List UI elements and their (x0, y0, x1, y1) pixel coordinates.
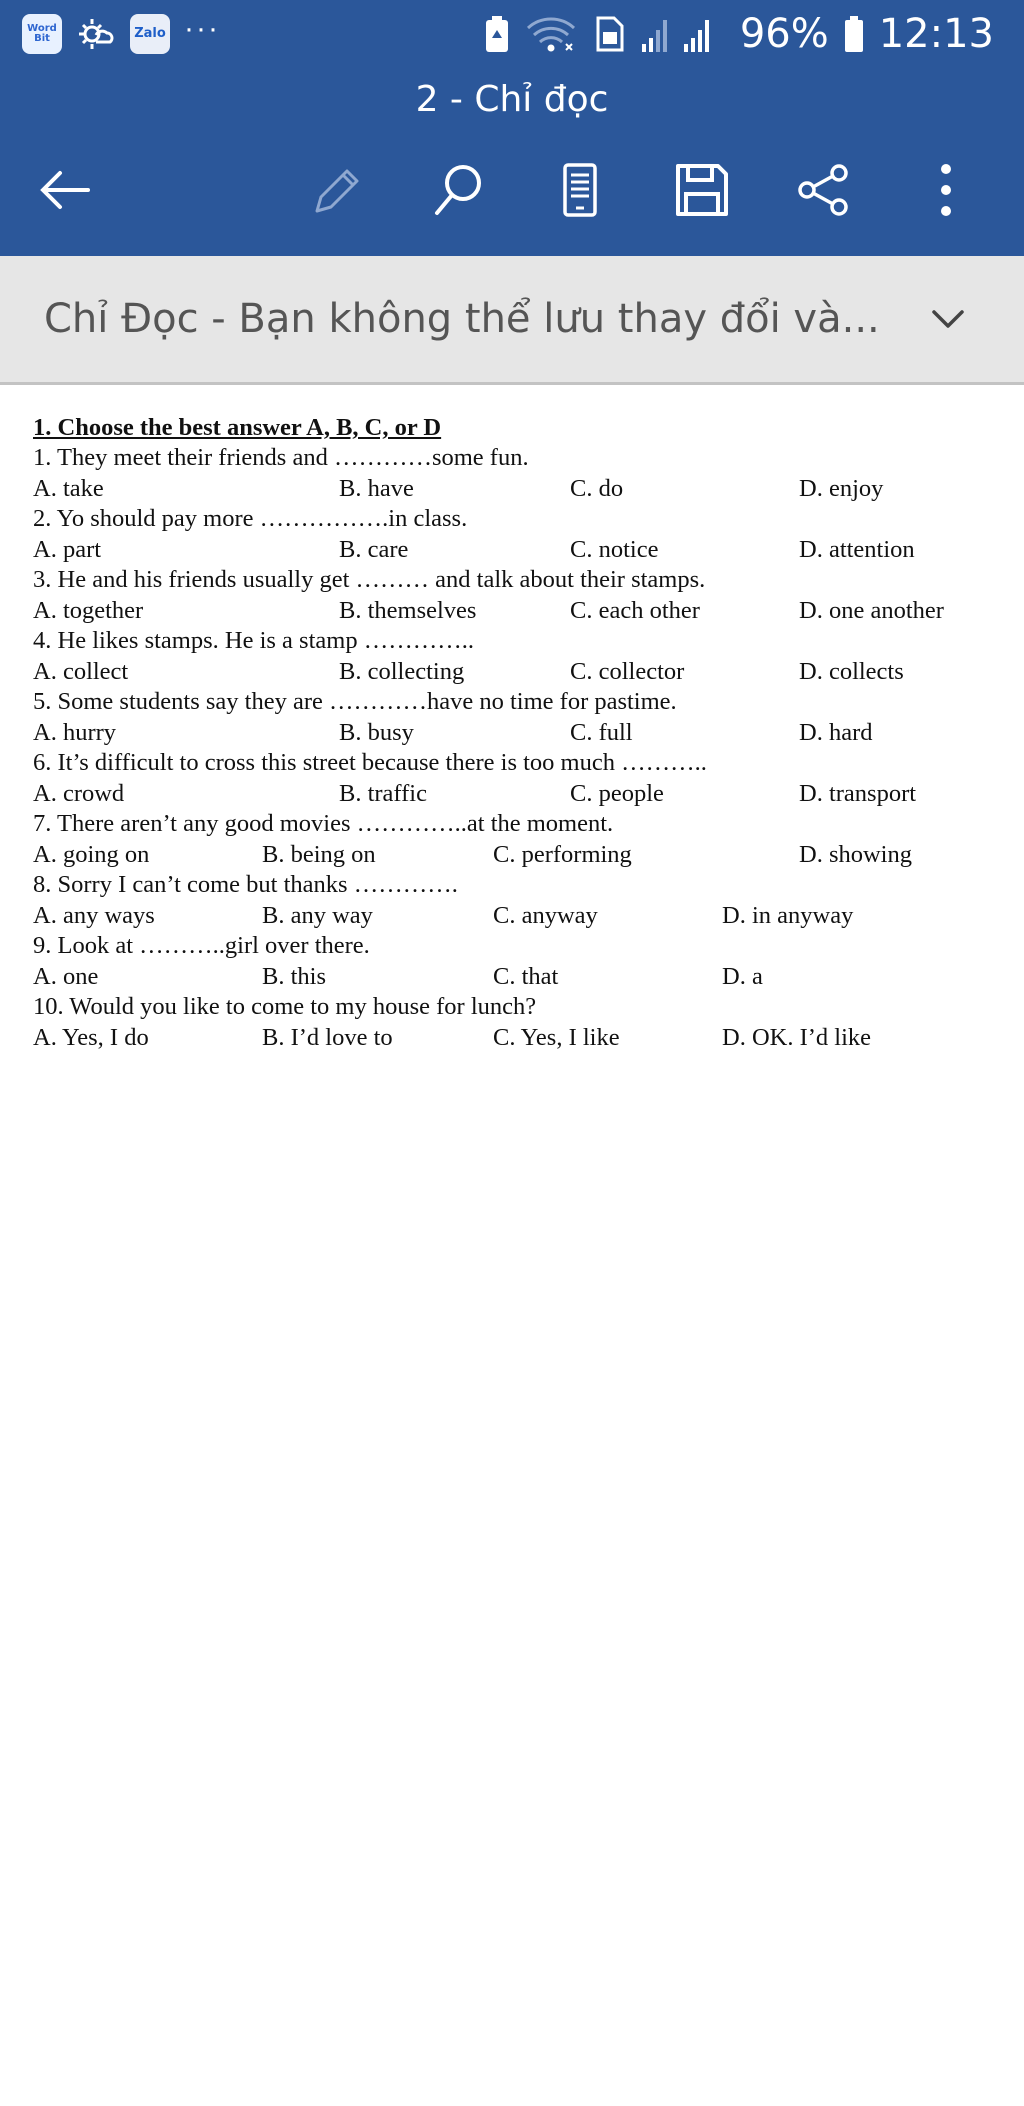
option-b: B. this (262, 962, 326, 990)
option-a: A. any ways (33, 901, 155, 929)
options-row (33, 596, 993, 627)
share-button[interactable] (784, 150, 864, 230)
mobile-view-icon (551, 161, 609, 219)
option-c: C. people (570, 779, 664, 807)
edit-button[interactable] (296, 150, 376, 230)
options-row (33, 962, 993, 993)
back-button[interactable] (25, 150, 105, 230)
question-text: 3. He and his friends usually get ……… and talk about their stamps. (33, 566, 706, 593)
sim-icon (592, 14, 626, 54)
options-row (33, 840, 993, 871)
wordbit-icon: Word Bit (22, 14, 62, 54)
battery-saver-icon (482, 14, 512, 54)
option-b: B. care (339, 535, 409, 563)
option-c: C. collector (570, 657, 685, 685)
back-arrow-icon (36, 161, 94, 219)
option-c: C. Yes, I like (493, 1023, 620, 1051)
options-row (33, 1023, 993, 1054)
document-title: 2 - Chỉ đọc (415, 79, 609, 120)
option-c: C. anyway (493, 901, 598, 929)
more-options-icon (917, 161, 975, 219)
question-text: 6. It’s difficult to cross this street because there is too much ……….. (33, 749, 707, 776)
question-text: 2. Yo should pay more …………….in class. (33, 505, 468, 532)
option-d: D. enjoy (799, 474, 884, 502)
option-d: D. hard (799, 718, 873, 746)
option-b: B. being on (262, 840, 376, 868)
option-b: B. any way (262, 901, 373, 929)
clock: 12:13 (878, 11, 994, 57)
option-a: A. together (33, 596, 144, 624)
options-row (33, 779, 993, 810)
chevron-down-icon[interactable] (928, 299, 968, 339)
edit-pencil-icon (307, 161, 365, 219)
option-d: D. in anyway (722, 901, 854, 929)
question-text: 9. Look at ………..girl over there. (33, 932, 370, 959)
read-only-banner[interactable] (0, 256, 1024, 385)
option-d: D. a (722, 962, 763, 990)
option-a: A. collect (33, 657, 129, 685)
toolbar (0, 150, 1024, 230)
option-b: B. themselves (339, 596, 477, 624)
search-icon (429, 161, 487, 219)
save-button[interactable] (662, 150, 742, 230)
question-text: 10. Would you like to come to my house for lunch? (33, 993, 537, 1020)
exercise-heading: 1. Choose the best answer A, B, C, or D (33, 414, 442, 441)
option-a: A. hurry (33, 718, 117, 746)
weather-icon (76, 14, 116, 54)
zalo-icon: Zalo (130, 14, 170, 54)
option-a: A. crowd (33, 779, 125, 807)
options-row (33, 901, 993, 932)
options-row (33, 718, 993, 749)
option-a: A. Yes, I do (33, 1023, 149, 1051)
option-c: C. do (570, 474, 624, 502)
share-icon (795, 161, 853, 219)
signal-icon (640, 14, 726, 54)
search-button[interactable] (418, 150, 498, 230)
battery-icon (843, 14, 865, 54)
option-d: D. attention (799, 535, 915, 563)
option-b: B. traffic (339, 779, 427, 807)
option-c: C. performing (493, 840, 632, 868)
option-d: D. OK. I’d like (722, 1023, 872, 1051)
option-c: C. each other (570, 596, 700, 624)
document-page (33, 412, 993, 1053)
options-row (33, 474, 993, 505)
save-icon (673, 161, 731, 219)
question-text: 7. There aren’t any good movies …………..at the moment. (33, 810, 614, 837)
question-text: 8. Sorry I can’t come but thanks …………. (33, 871, 458, 898)
more-notifications-icon: ··· (184, 12, 220, 45)
more-options-button[interactable] (906, 150, 986, 230)
option-a: A. take (33, 474, 104, 502)
option-a: A. part (33, 535, 102, 563)
option-d: D. showing (799, 840, 912, 868)
option-b: B. busy (339, 718, 414, 746)
option-c: C. notice (570, 535, 659, 563)
question-text: 4. He likes stamps. He is a stamp ………….. (33, 627, 474, 654)
option-c: C. full (570, 718, 633, 746)
app-header (0, 0, 1024, 256)
option-b: B. I’d love to (262, 1023, 393, 1051)
status-bar (0, 0, 1024, 68)
read-only-message: Chỉ Đọc - Bạn không thể lưu thay đổi và... (44, 296, 880, 342)
question-text: 5. Some students say they are …………have no time for pastime. (33, 688, 677, 715)
options-row (33, 535, 993, 566)
option-d: D. collects (799, 657, 904, 685)
option-b: B. collecting (339, 657, 465, 685)
wifi-icon (526, 14, 578, 54)
options-row (33, 657, 993, 688)
question-text: 1. They meet their friends and …………some fun. (33, 444, 529, 471)
notification-icons (22, 14, 220, 54)
option-c: C. that (493, 962, 559, 990)
battery-percent: 96% (739, 11, 829, 57)
option-a: A. going on (33, 840, 150, 868)
system-status (482, 10, 994, 58)
option-b: B. have (339, 474, 414, 502)
mobile-view-button[interactable] (540, 150, 620, 230)
option-a: A. one (33, 962, 99, 990)
option-d: D. one another (799, 596, 944, 624)
option-d: D. transport (799, 779, 917, 807)
